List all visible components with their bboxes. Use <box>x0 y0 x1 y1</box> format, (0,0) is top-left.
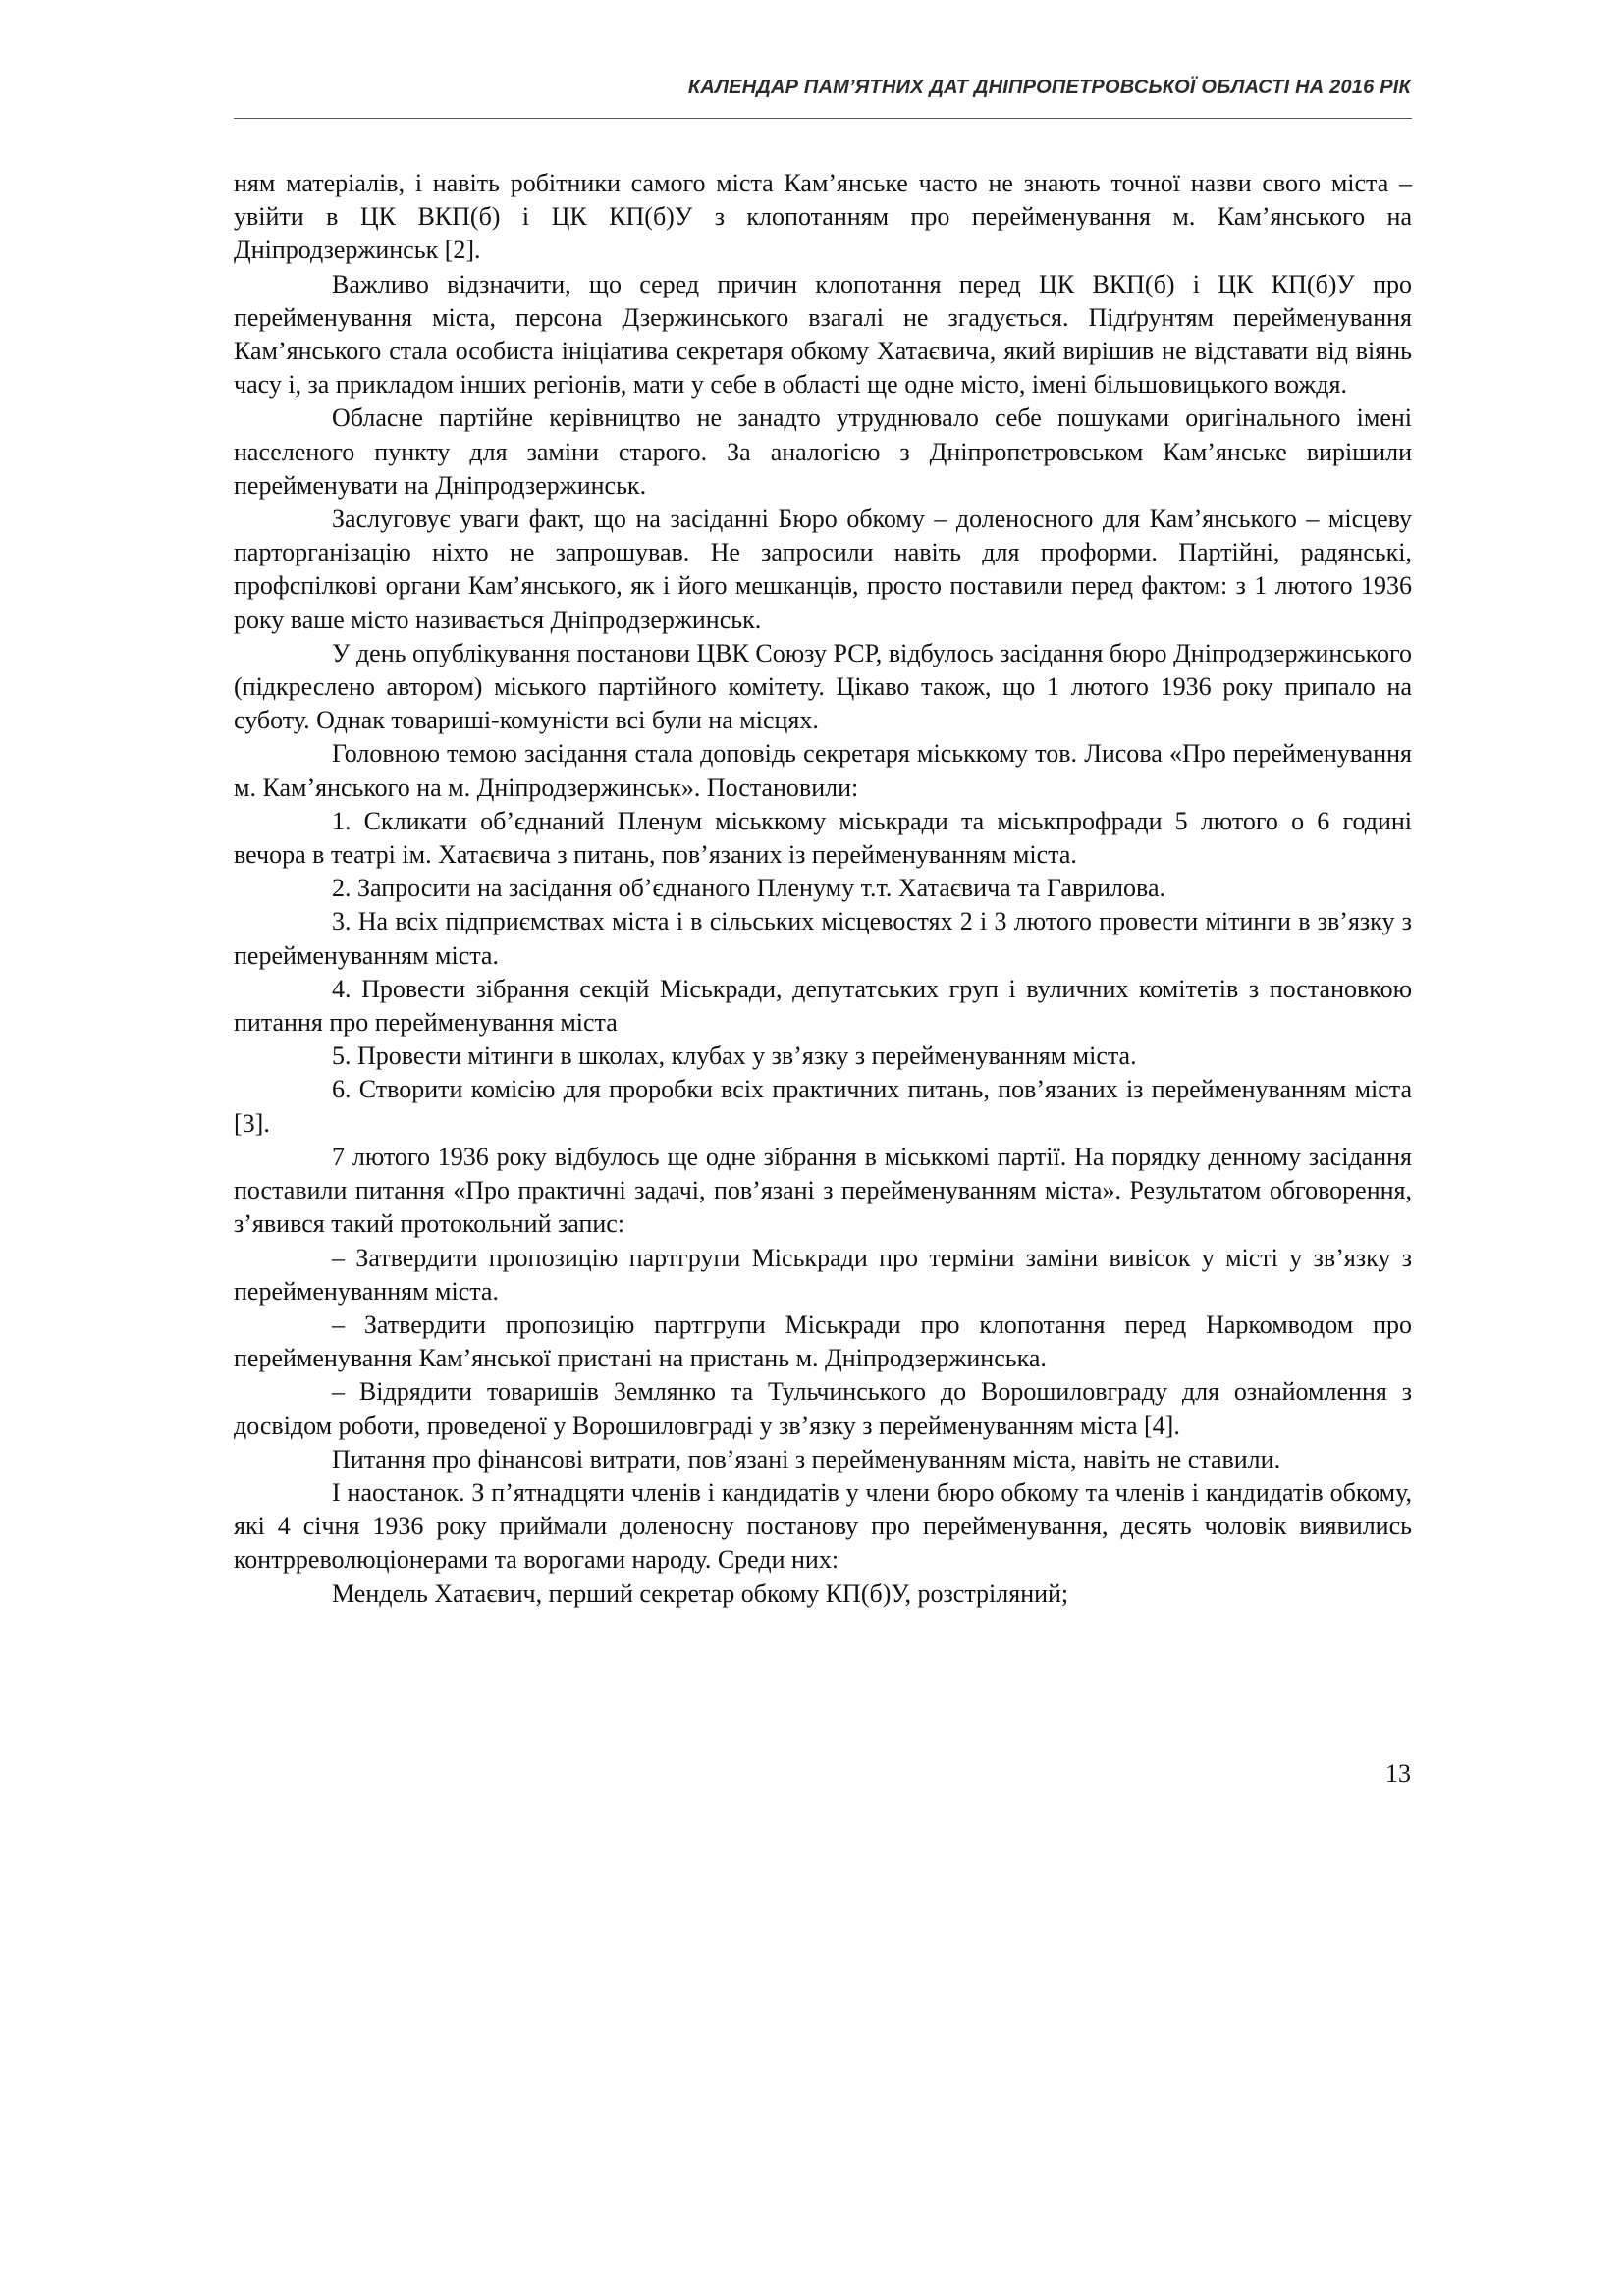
list-item: 6. Створити комісію для проробки всіх практичних питань, пов’язаних із перейменуванням міста [3]. <box>234 1075 1412 1138</box>
paragraph: Мендель Хатаєвич, перший секретар обкому КП(б)У, розстріляний; <box>332 1578 1069 1608</box>
running-header: КАЛЕНДАР ПАМ’ЯТНИХ ДАТ ДНІПРОПЕТРОВСЬКОЇ ОБЛАСТІ НА 2016 РІК <box>687 77 1411 98</box>
paragraph: Питання про фінансові витрати, пов’язані з перейменуванням міста, навіть не ставили. <box>332 1444 1281 1473</box>
header-divider <box>234 118 1412 119</box>
body-text <box>234 167 1412 1611</box>
paragraph: Обласне партійне керівництво не занадто утруднювало себе пошуками оригінального імені населеного пункту для заміни старого. За аналогією з Дніпропетровськом Кам’янське вирішили перейменувати на Дніпродзержинськ. <box>234 403 1412 500</box>
paragraph: Заслуговує уваги факт, що на засіданні Бюро обкому – доленосного для Кам’янського – місцеву парторганізацію ніхто не запрошував. Не запросили навіть для проформи. Партійні, радянські, профспілкові органи Кам’янського, як і його мешканців, просто поставили перед фактом: з 1 лютого 1936 року ваше місто називається Дніпродзержинськ. <box>234 505 1412 634</box>
page-number: 13 <box>1385 1759 1411 1788</box>
paragraph: 7 лютого 1936 року відбулось ще одне зібрання в міськкомі партії. На порядку денному засідання поставили питання «Про практичні задачі, пов’язані з перейменуванням міста». Результатом обговорення, з’явився такий протокольний запис: <box>234 1142 1412 1239</box>
paragraph: І наостанок. З п’ятнадцяти членів і кандидатів у члени бюро обкому та членів і кандидатів обкому, які 4 січня 1936 року приймали доленосну постанову про перейменування, десять чоловік виявились контрреволюціонерами та ворогами народу. Среди них: <box>234 1477 1412 1575</box>
list-item: – Затвердити пропозицію партгрупи Міськради про клопотання перед Наркомводом про перейменування Кам’янської пристані на пристань м. Дніпродзержинська. <box>234 1309 1412 1373</box>
list-item: 1. Скликати об’єднаний Пленум міськкому міськради та міськпрофради 5 лютого о 6 годині вечора в театрі ім. Хатаєвича з питань, пов’язаних із перейменуванням міста. <box>234 806 1412 870</box>
paragraph: У день опублікування постанови ЦВК Союзу РСР, відбулось засідання бюро Дніпродзержинського (підкреслено автором) міського партійного комітету. Цікаво також, що 1 лютого 1936 року припало на суботу. Однак товариші-комуністи всі були на місцях. <box>234 638 1412 735</box>
paragraph: Головною темою засідання стала доповідь секретаря міськкому тов. Лисова «Про перейменування м. Кам’янського на м. Дніпродзержинськ». Постановили: <box>234 739 1412 802</box>
list-item: 3. На всіх підприємствах міста і в сільських місцевостях 2 і 3 лютого провести мітинги в зв’язку з перейменуванням міста. <box>234 907 1412 970</box>
list-item: – Затвердити пропозицію партгрупи Міськради про терміни заміни вивісок у місті у зв’язку з перейменуванням міста. <box>234 1243 1412 1306</box>
paragraph: Важливо відзначити, що серед причин клопотання перед ЦК ВКП(б) і ЦК КП(б)У про перейменування міста, персона Дзержинського взагалі не згадується. Підґрунтям перейменування Кам’янського стала особиста ініціатива секретаря обкому Хатаєвича, який вирішив не відставати від віянь часу і, за прикладом інших регіонів, мати у себе в області ще одне місто, імені більшовицького вождя. <box>234 269 1412 400</box>
list-item: 2. Запросити на засідання об’єднаного Пленуму т.т. Хатаєвича та Гаврилова. <box>332 874 1165 903</box>
list-item: 4. Провести зібрання секцій Міськради, депутатських груп і вуличних комітетів з постановкою питання про перейменування міста <box>234 974 1412 1038</box>
paragraph: ням матеріалів, і навіть робітники самого міста Кам’янське часто не знають точної назви свого міста – увійти в ЦК ВКП(б) і ЦК КП(б)У з клопотанням про перейменування м. Кам’янського на Дніпродзержинськ [2]. <box>234 169 1412 265</box>
list-item: – Відрядити товаришів Землянко та Тульчинського до Ворошиловграду для ознайомлення з досвідом роботи, проведеної у Ворошиловграді у зв’язку з перейменуванням міста [4]. <box>234 1377 1412 1440</box>
list-item: 5. Провести мітинги в школах, клубах у зв’язку з перейменуванням міста. <box>332 1041 1137 1071</box>
